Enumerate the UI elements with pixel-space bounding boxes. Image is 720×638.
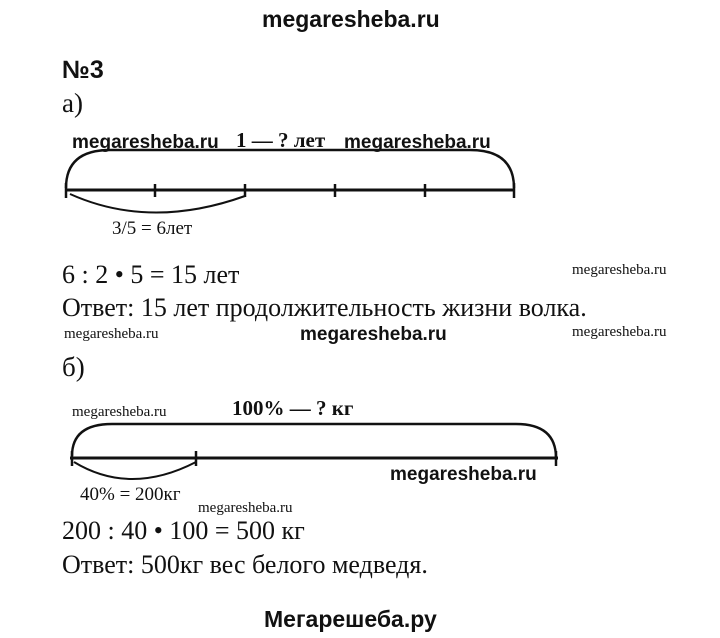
part-a-calculation: 6 : 2 • 5 = 15 лет [62, 260, 240, 289]
task-number: №3 [62, 56, 104, 84]
part-b-calculation: 200 : 40 • 100 = 500 кг [62, 516, 305, 545]
part-a-total-label: 1 — ? лет [236, 128, 326, 152]
watermark-answer-center: megaresheba.ru [300, 324, 447, 345]
part-b-label: б) [62, 352, 85, 382]
part-a-answer: Ответ: 15 лет продолжительность жизни волка. [62, 293, 587, 322]
watermark-answer-right: megaresheba.ru [572, 324, 667, 340]
part-b-segment-arc [74, 462, 196, 479]
part-a-segment-label: 3/5 = 6лет [112, 218, 193, 239]
watermark-b-top: megaresheba.ru [72, 404, 167, 420]
part-b-total-bracket [72, 424, 556, 458]
part-b-total-label: 100% — ? кг [232, 396, 354, 420]
header-site-watermark: megaresheba.ru [262, 6, 440, 32]
part-b-answer: Ответ: 500кг вес белого медведя. [62, 550, 428, 579]
part-a-segment-arc [70, 194, 245, 213]
watermark-b-calc: megaresheba.ru [198, 500, 293, 516]
watermark-answer-left: megaresheba.ru [64, 326, 159, 342]
footer-site-watermark: Мегарешеба.ру [264, 606, 437, 632]
watermark-a-left: megaresheba.ru [72, 132, 219, 153]
part-b-segment-label: 40% = 200кг [80, 484, 181, 505]
part-a-label: а) [62, 88, 83, 118]
watermark-a-side: megaresheba.ru [572, 262, 667, 278]
watermark-b-diagram: megaresheba.ru [390, 464, 537, 485]
part-a-total-bracket [66, 150, 514, 188]
watermark-a-right: megaresheba.ru [344, 132, 491, 153]
